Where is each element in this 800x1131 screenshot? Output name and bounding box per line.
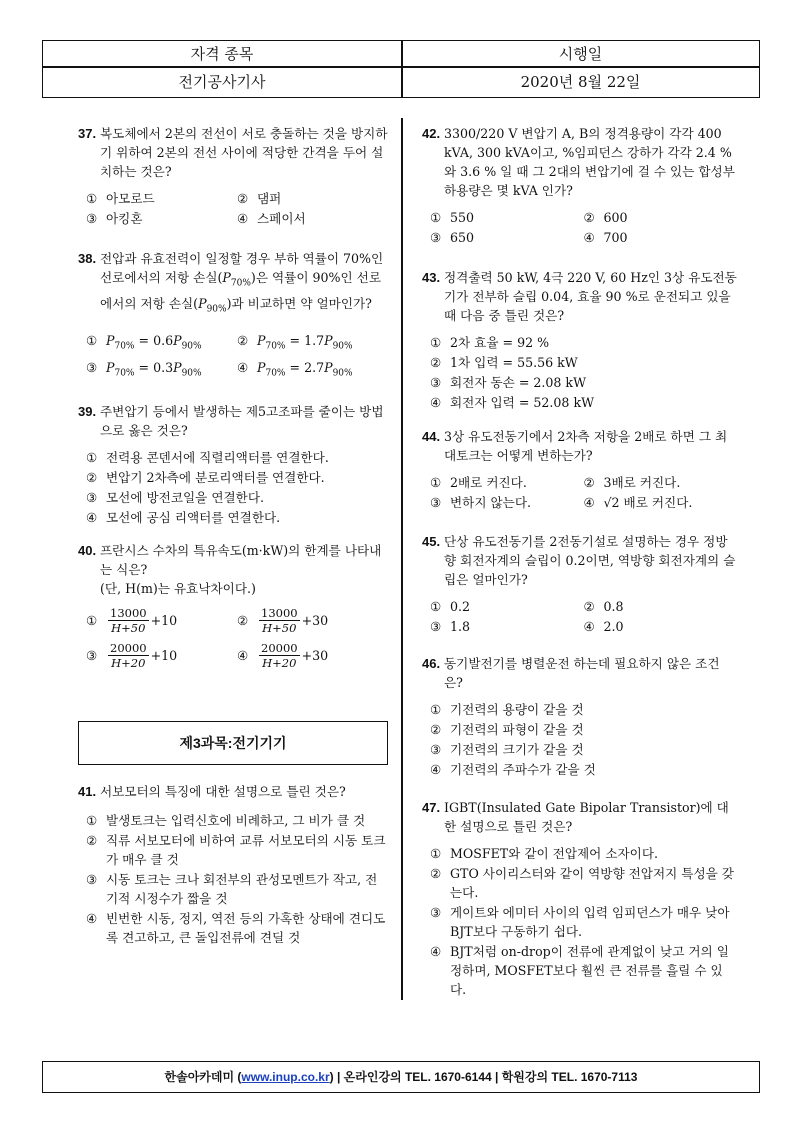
question-44 [422, 427, 737, 512]
option[interactable]: ④ 모선에 공심 리액터를 연결한다. [86, 510, 281, 525]
option[interactable]: ② 0.8 [583, 599, 624, 614]
option[interactable]: ④ 기전력의 주파수가 같을 것 [430, 762, 596, 777]
question-number: 46. [422, 656, 441, 671]
option[interactable]: ① 전력용 콘덴서에 직렬리액터를 연결한다. [86, 450, 329, 465]
option[interactable]: ① $\frac{13000}{H+50}$ +10 [86, 606, 178, 635]
option[interactable]: ① 기전력의 용량이 같을 것 [430, 702, 584, 717]
question-number: 40. [78, 543, 97, 558]
question-number: 39. [78, 404, 97, 419]
option[interactable]: ② $P_{70\%} = 1.7P_{90\%}$ [237, 333, 353, 352]
options [86, 331, 388, 383]
question-text: IGBT(Insulated Gate Bipolar Transistor)에 대한 설명으로 틀린 것은? [444, 800, 729, 834]
question-46 [422, 654, 737, 779]
options [86, 606, 388, 670]
options [86, 448, 388, 527]
option[interactable]: ④ 스페이서 [237, 211, 306, 226]
footer-link[interactable]: www.inup.co.kr [241, 1070, 330, 1084]
options [86, 189, 388, 228]
question-number: 37. [78, 126, 97, 141]
option[interactable]: ③ 시동 토크는 크나 회전부의 관성모멘트가 작고, 전기적 시정수가 짧을 것 [86, 872, 378, 906]
option[interactable]: ① 550 [430, 210, 475, 225]
question-47 [422, 798, 737, 999]
question-number: 45. [422, 534, 441, 549]
option[interactable]: ④ $\frac{20000}{H+20}$ +30 [237, 641, 329, 670]
option[interactable]: ④ BJT처럼 on-drop이 전류에 관계없이 낮고 거의 일정하며, MOSFET보다 훨씬 큰 전류를 흘릴 수 있다. [430, 944, 729, 997]
option[interactable]: ③ 변하지 않는다. [430, 495, 531, 510]
option[interactable]: ④ 회전자 입력 = 52.08 kW [430, 395, 595, 410]
option[interactable]: ② 3배로 커진다. [583, 475, 681, 490]
question-text: 단상 유도전동기를 2전동기설로 설명하는 경우 정방향 회전자계의 슬립이 0.2이면, 역방향 회전자계의 슬립은 얼마인가? [444, 534, 736, 587]
question-text: 프란시스 수차의 특유속도(m·kW)의 한계를 나타내는 식은? [100, 543, 382, 577]
option[interactable]: ① 2차 효율 = 92 % [430, 335, 550, 350]
option[interactable]: ② 600 [583, 210, 628, 225]
exam-date: 2020년 8월 22일 [520, 73, 641, 91]
option[interactable]: ② $\frac{13000}{H+50}$ +30 [237, 606, 329, 635]
question-42 [422, 124, 737, 247]
question-text: 주변압기 등에서 발생하는 제5고조파를 줄이는 방법으로 옳은 것은? [100, 404, 384, 438]
option[interactable]: ④ √2 배로 커진다. [583, 495, 693, 510]
options [430, 700, 737, 779]
question-text: 동기발전기를 병렬운전 하는데 필요하지 않은 조건은? [444, 656, 720, 690]
question-45 [422, 532, 737, 636]
options [430, 333, 737, 412]
question-37 [78, 124, 388, 228]
question-43 [422, 268, 737, 412]
question-number: 44. [422, 429, 441, 444]
option[interactable]: ③ 아킹혼 [86, 211, 143, 226]
option[interactable]: ③ 게이트와 에미터 사이의 입력 임피던스가 매우 낮아 BJT보다 구동하기 쉽다. [430, 905, 730, 939]
option[interactable]: ② 댐퍼 [237, 191, 282, 206]
option[interactable]: ④ 2.0 [583, 619, 624, 634]
question-38 [78, 249, 388, 383]
footer [42, 1061, 760, 1093]
question-text: 전압과 유효전력이 일정할 경우 부하 역률이 70%인 선로에서의 저항 손실$(P_{70\%})$은 역률이 90%인 선로에서의 저항 손실$(P_{90\%})$과 비교하면 약 얼마인가? [100, 251, 384, 315]
question-number: 41. [78, 784, 97, 799]
question-number: 43. [422, 270, 441, 285]
question-text: 정격출력 50 kW, 4극 220 V, 60 Hz인 3상 유도전동기가 전부하 슬립 0.04, 효율 90 %로 운전되고 있을 때 다음 중 틀린 것은? [444, 270, 737, 323]
option[interactable]: ① 발생토크는 입력신호에 비례하고, 그 비가 클 것 [86, 813, 366, 828]
question-number: 42. [422, 126, 441, 141]
option[interactable]: ① MOSFET와 같이 전압제어 소자이다. [430, 846, 659, 861]
option[interactable]: ③ 650 [430, 230, 475, 245]
options [430, 473, 737, 512]
question-41 [78, 782, 388, 947]
option[interactable]: ④ 빈번한 시동, 정지, 역전 등의 가혹한 상태에 견디도록 견고하고, 큰 돌입전류에 견딜 것 [86, 911, 386, 945]
question-number: 47. [422, 800, 441, 815]
options [430, 844, 737, 999]
option[interactable]: ② 변압기 2차측에 분로리액터를 연결한다. [86, 470, 325, 485]
question-39 [78, 402, 388, 527]
question-number: 38. [78, 251, 97, 266]
footer-name: 한솔아카데미 ( [164, 1070, 242, 1084]
option[interactable]: ③ 기전력의 크기가 같을 것 [430, 742, 584, 757]
label-subject: 자격 종목 [190, 45, 254, 63]
column-divider [401, 118, 403, 1000]
question-text: 3상 유도전동기에서 2차측 저항을 2배로 하면 그 최대토크는 어떻게 변하는가? [444, 429, 728, 463]
exam-subject: 전기공사기사 [178, 73, 266, 91]
option[interactable]: ④ 700 [583, 230, 628, 245]
option[interactable]: ① $P_{70\%} = 0.6P_{90\%}$ [86, 333, 202, 352]
option[interactable]: ① 아모로드 [86, 191, 155, 206]
options [430, 208, 737, 247]
option[interactable]: ④ $P_{70\%} = 2.7P_{90\%}$ [237, 359, 353, 379]
label-date: 시행일 [558, 45, 603, 63]
option[interactable]: ① 0.2 [430, 599, 471, 614]
section-title: 제3과목:전기기기 [78, 721, 388, 765]
options [86, 811, 388, 947]
question-text: 3300/220 V 변압기 A, B의 정격용량이 각각 400 kVA, 300 kVA이고, %임피던스 강하가 각각 2.4 % 와 3.6 % 일 때 그 2대의 변압기에 걸 수 있는 합성부하용량은 몇 kVA 인가? [444, 126, 735, 198]
question-note: (단, H(m)는 유효낙차이다.) [100, 581, 256, 596]
option[interactable]: ② 기전력의 파형이 같을 것 [430, 722, 584, 737]
options [430, 597, 737, 636]
question-40 [78, 541, 388, 670]
header-table [42, 40, 760, 98]
option[interactable]: ③ $\frac{20000}{H+20}$ +10 [86, 641, 178, 670]
option[interactable]: ③ 1.8 [430, 619, 471, 634]
question-text: 복도체에서 2본의 전선이 서로 충돌하는 것을 방지하기 위하여 2본의 전선 사이에 적당한 간격을 두어 설치하는 것은? [100, 126, 388, 179]
option[interactable]: ③ $P_{70\%} = 0.3P_{90\%}$ [86, 359, 202, 379]
option[interactable]: ② 1차 입력 = 55.56 kW [430, 355, 578, 370]
option[interactable]: ③ 회전자 동손 = 2.08 kW [430, 375, 587, 390]
option[interactable]: ② 직류 서보모터에 비하여 교류 서보모터의 시동 토크가 매우 클 것 [86, 833, 386, 867]
question-text: 서보모터의 특징에 대한 설명으로 틀린 것은? [100, 784, 346, 799]
footer-contact: ) | 온라인강의 TEL. 1670-6144 | 학원강의 TEL. 1670-7113 [329, 1070, 638, 1084]
option[interactable]: ③ 모선에 방전코일을 연결한다. [86, 490, 264, 505]
option[interactable]: ② GTO 사이리스터와 같이 역방향 전압저지 특성을 갖는다. [430, 866, 734, 900]
option[interactable]: ① 2배로 커진다. [430, 475, 527, 490]
